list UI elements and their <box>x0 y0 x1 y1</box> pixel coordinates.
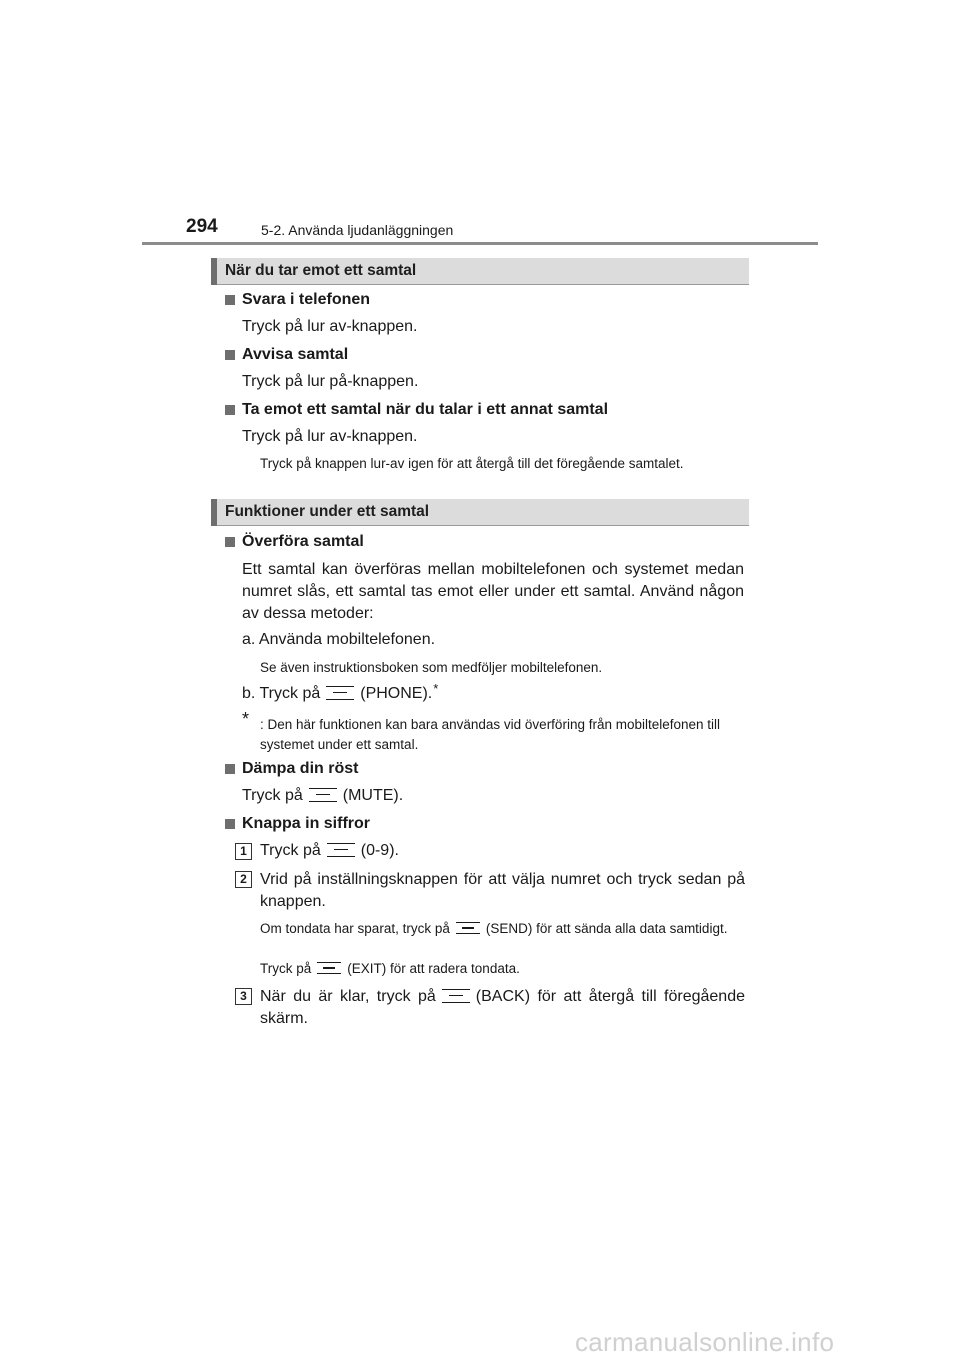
step-3-post: (BACK) för att återgå till föregående skärm. <box>260 988 745 1027</box>
step-number: 2 <box>235 871 252 888</box>
header-rule <box>142 242 818 245</box>
mute-pre: Tryck på <box>242 787 303 804</box>
square-bullet-icon <box>225 764 235 774</box>
option-a-note: Se även instruktionsboken som medföljer mobiltelefonen. <box>260 660 603 675</box>
footnote-text: : Den här funktionen kan bara användas vid överföring från mobiltelefonen till systemet under ett samtal. <box>260 717 721 752</box>
button-symbol-icon <box>309 788 337 802</box>
send-note-post: (SEND) för att sända alla data samtidigt. <box>485 921 728 936</box>
step-1-pre: Tryck på <box>260 842 321 859</box>
button-symbol-icon <box>442 989 470 1003</box>
step-number: 1 <box>235 843 252 860</box>
square-bullet-icon <box>225 405 235 415</box>
step-3-text <box>260 986 745 1030</box>
step-3-pre: När du är klar, tryck på <box>260 988 436 1005</box>
option-b-pre: b. Tryck på <box>242 685 321 702</box>
square-bullet-icon <box>225 819 235 829</box>
item-heading-digits: Knappa in siffror <box>242 815 371 832</box>
item-heading-answer: Svara i telefonen <box>242 291 371 308</box>
footnote-star: * <box>242 709 250 729</box>
option-b <box>242 681 439 703</box>
item-heading-mute: Dämpa din röst <box>242 760 359 777</box>
item-text-call-waiting: Tryck på lur av-knappen. <box>242 428 418 445</box>
button-symbol-icon <box>327 843 355 857</box>
section-header-receive-call <box>211 258 749 285</box>
step-number: 3 <box>235 988 252 1005</box>
send-note-pre: Om tondata har sparat, tryck på <box>260 921 450 936</box>
item-note-call-waiting: Tryck på knappen lur-av igen för att återgå till det föregående samtalet. <box>260 456 684 471</box>
page-number: 294 <box>186 216 218 237</box>
button-symbol-icon <box>326 686 354 700</box>
item-heading-call-waiting: Ta emot ett samtal när du talar i ett annat samtal <box>242 401 609 418</box>
button-symbol-icon <box>456 922 480 934</box>
item-text-answer: Tryck på lur av-knappen. <box>242 318 418 335</box>
item-text-mute <box>242 787 403 805</box>
item-text-transfer: Ett samtal kan överföras mellan mobiltelefonen och systemet medan numret slås, ett samtal tas emot eller under ett samtal. Använd någon av dessa metoder: <box>242 561 744 622</box>
exit-note <box>260 961 520 976</box>
section-title: Funktioner under ett samtal <box>225 503 430 520</box>
button-symbol-icon <box>317 962 341 974</box>
send-note <box>260 918 745 939</box>
section-header-during-call <box>211 499 749 526</box>
mute-post: (MUTE). <box>342 787 404 804</box>
option-a: a. Använda mobiltelefonen. <box>242 631 436 648</box>
section-title: När du tar emot ett samtal <box>225 262 417 279</box>
step-2-text: Vrid på inställningsknappen för att välja numret och tryck sedan på knappen. <box>260 871 745 910</box>
watermark: carmanualsonline.info <box>575 1327 835 1357</box>
exit-note-post: (EXIT) för att radera tondata. <box>347 961 520 976</box>
exit-note-pre: Tryck på <box>260 961 312 976</box>
option-b-post: (PHONE). <box>360 685 433 702</box>
step-1-text <box>260 842 399 860</box>
item-heading-reject: Avvisa samtal <box>242 346 349 363</box>
item-heading-transfer: Överföra samtal <box>242 533 364 550</box>
item-text-reject: Tryck på lur på-knappen. <box>242 373 419 390</box>
square-bullet-icon <box>225 350 235 360</box>
running-head: 5-2. Använda ljudanläggningen <box>261 222 454 238</box>
square-bullet-icon <box>225 295 235 305</box>
footnote-marker: * <box>433 681 439 696</box>
square-bullet-icon <box>225 537 235 547</box>
step-1-post: (0-9). <box>360 842 399 859</box>
